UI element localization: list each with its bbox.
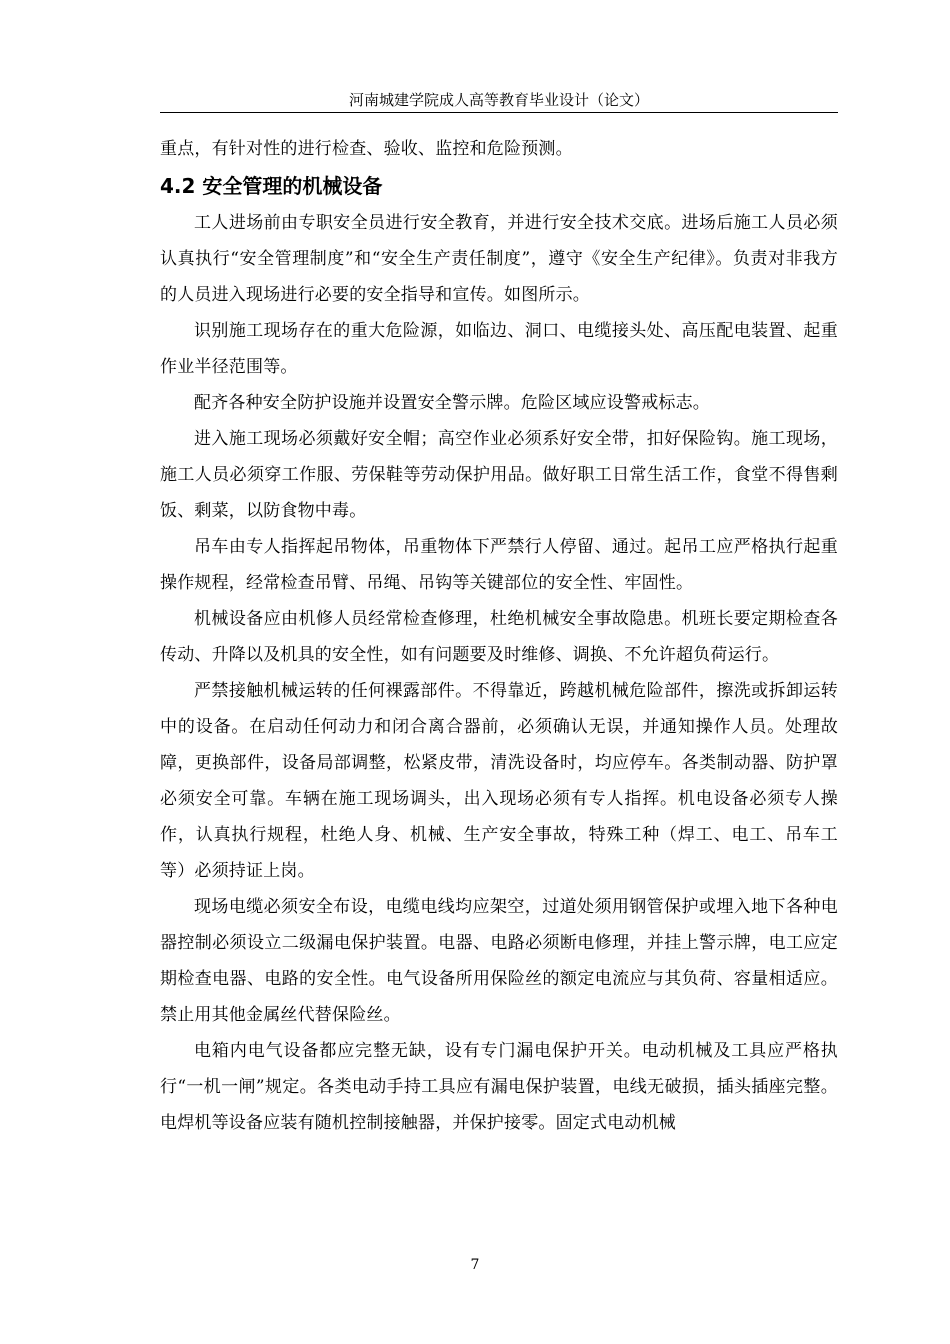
page-number: 7	[470, 1257, 480, 1273]
section-heading: 4.2 安全管理的机械设备	[160, 174, 383, 198]
paragraph-safety-education: 工人进场前由专职安全员进行安全教育，并进行安全技术交底。进场后施工人员必须认真执行“安全管理制度”和“安全生产责任制度”，遵守《安全生产纪律》。负责对非我方的人员进入现场进行必要的安全指导和宣传。如图所示。	[160, 213, 838, 305]
paragraph-cable-layout: 现场电缆必须安全布设，电缆电线均应架空，过道处须用钢管保护或埋入地下各种电器控制必须设立二级漏电保护装置。电器、电路必须断电修理，并挂上警示牌，电工应定期检查电器、电路的安全性。电气设备所用保险丝的额定电流应与其负荷、容量相适应。禁止用其他金属丝代替保险丝。	[160, 897, 838, 1025]
paragraph-hazard-sources: 识别施工现场存在的重大危险源，如临边、洞口、电缆接头处、高压配电装置、起重作业半径范围等。	[160, 321, 838, 377]
paragraph-warning-signs: 配齐各种安全防护设施并设置安全警示牌。危险区域应设警戒标志。	[194, 393, 710, 413]
paragraph-equipment-maintenance: 机械设备应由机修人员经常检查修理，杜绝机械安全事故隐患。机班长要定期检查各传动、升降以及机具的安全性，如有问题要及时维修、调换、不允许超负荷运行。	[160, 609, 838, 665]
header-divider	[160, 112, 838, 113]
paragraph-protective-gear: 进入施工现场必须戴好安全帽；高空作业必须系好安全带，扣好保险钩。施工现场，施工人员必须穿工作服、劳保鞋等劳动保护用品。做好职工日常生活工作，食堂不得售剩饭、剩菜，以防食物中毒。	[160, 429, 838, 521]
paragraph-machine-safety: 严禁接触机械运转的任何裸露部件。不得靠近，跨越机械危险部件，擦洗或拆卸运转中的设备。在启动任何动力和闭合离合器前，必须确认无误，并通知操作人员。处理故障，更换部件，设备局部调整，松紧皮带，清洗设备时，均应停车。各类制动器、防护罩必须安全可靠。车辆在施工现场调头，出入现场必须有专人指挥。机电设备必须专人操作，认真执行规程，杜绝人身、机械、生产安全事故，特殊工种（焊工、电工、吊车工等）必须持证上岗。	[160, 681, 838, 881]
running-header: 河南城建学院成人高等教育毕业设计（论文）	[348, 91, 649, 109]
document-body	[160, 131, 838, 1141]
paragraph-continuation: 重点，有针对性的进行检查、验收、监控和危险预测。	[160, 139, 573, 159]
paragraph-electrical-box: 电箱内电气设备都应完整无缺，设有专门漏电保护开关。电动机械及工具应严格执行“一机一闸”规定。各类电动手持工具应有漏电保护装置，电线无破损，插头插座完整。电焊机等设备应装有随机控制接触器，并保护接零。固定式电动机械	[160, 1041, 838, 1133]
paragraph-crane-operation: 吊车由专人指挥起吊物体，吊重物体下严禁行人停留、通过。起吊工应严格执行起重操作规程，经常检查吊臂、吊绳、吊钩等关键部位的安全性、牢固性。	[160, 537, 838, 593]
